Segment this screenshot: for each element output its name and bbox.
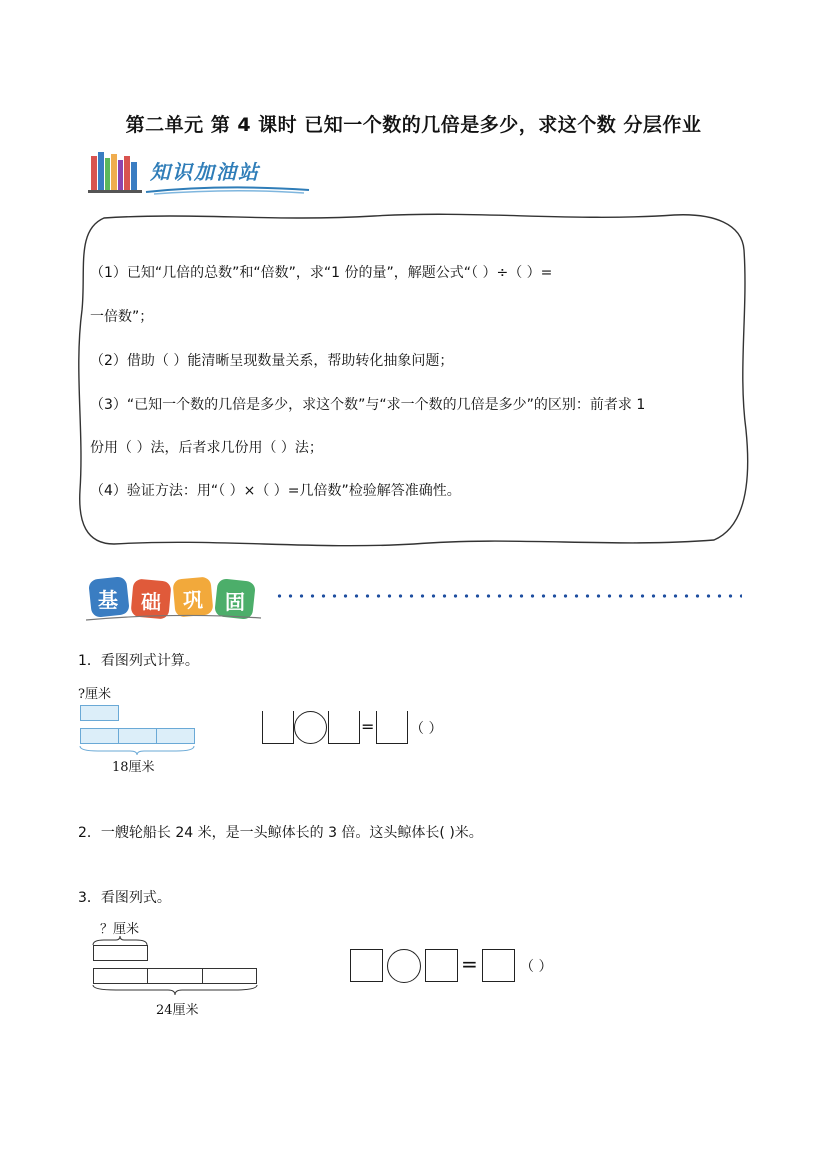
q1-unit-paren[interactable]: （ ） bbox=[410, 721, 443, 737]
q3-blank-result[interactable] bbox=[482, 949, 515, 982]
q1-equals: = bbox=[361, 717, 375, 736]
q3-equation bbox=[350, 948, 570, 988]
q1-top-label: ?厘米 bbox=[78, 687, 111, 702]
q3-total-bar bbox=[93, 968, 257, 984]
q1-blank-result[interactable] bbox=[376, 711, 408, 744]
question-2-text: 2．一艘轮船长 24 米，是一头鲸体长的 3 倍。这头鲸体长( )米。 bbox=[78, 825, 483, 841]
q1-brace bbox=[78, 745, 196, 755]
section-header-knowledge bbox=[88, 150, 313, 196]
knowledge-line-3: （2）借助（ ）能清晰呈现数量关系，帮助转化抽象问题； bbox=[90, 353, 454, 369]
q1-blank-2[interactable] bbox=[328, 711, 360, 744]
q3-unit-paren[interactable]: （ ） bbox=[520, 959, 553, 975]
dotted-divider bbox=[274, 594, 742, 598]
knowledge-line-5: 份用（ ）法，后者求几份用（ ）法； bbox=[90, 440, 323, 456]
knowledge-line-6: （4）验证方法：用“（ ）×（ ）=几倍数”检验解答准确性。 bbox=[90, 483, 461, 499]
page-title: 第二单元 第 4 课时 已知一个数的几倍是多少，求这个数 分层作业 bbox=[125, 114, 702, 136]
q3-blank-1[interactable] bbox=[350, 949, 383, 982]
q1-operator-circle[interactable] bbox=[294, 711, 327, 744]
q3-blank-2[interactable] bbox=[425, 949, 458, 982]
badge-char-2: 础 bbox=[141, 590, 161, 614]
q1-blank-1[interactable] bbox=[262, 711, 294, 744]
q1-unknown-bar bbox=[80, 705, 119, 721]
q1-equation bbox=[262, 709, 462, 749]
q3-equals: = bbox=[461, 952, 478, 976]
q3-unknown-bar bbox=[93, 945, 148, 961]
question-1-text: 1．看图列式计算。 bbox=[78, 653, 199, 669]
badge-char-1: 基 bbox=[98, 588, 118, 612]
knowledge-line-1: （1）已知“几倍的总数”和“倍数”，求“1 份的量”，解题公式“（ ）÷（ ）= bbox=[90, 265, 553, 281]
q1-total-bar bbox=[80, 728, 195, 744]
q3-bar-diagram bbox=[92, 918, 262, 1018]
q1-bottom-label: 18厘米 bbox=[112, 760, 155, 775]
section-title-knowledge: 知识加油站 bbox=[150, 160, 260, 184]
underline-swoosh bbox=[144, 182, 314, 196]
q1-bar-diagram bbox=[78, 683, 208, 775]
section-header-basics bbox=[86, 572, 746, 624]
question-3-text: 3．看图列式。 bbox=[78, 890, 171, 906]
q3-operator-circle[interactable] bbox=[387, 949, 421, 983]
badge-char-3: 巩 bbox=[183, 588, 203, 612]
knowledge-line-4: （3）“已知一个数的几倍是多少，求这个数”与“求一个数的几倍是多少”的区别：前者求 1 bbox=[90, 397, 646, 413]
q3-top-label: ？厘米 bbox=[100, 922, 140, 937]
q3-bottom-brace bbox=[92, 984, 258, 996]
badge-char-4: 固 bbox=[225, 590, 245, 614]
books-icon bbox=[88, 150, 144, 194]
q3-bottom-label: 24厘米 bbox=[156, 1003, 199, 1018]
knowledge-line-2: 一倍数”； bbox=[90, 309, 154, 325]
